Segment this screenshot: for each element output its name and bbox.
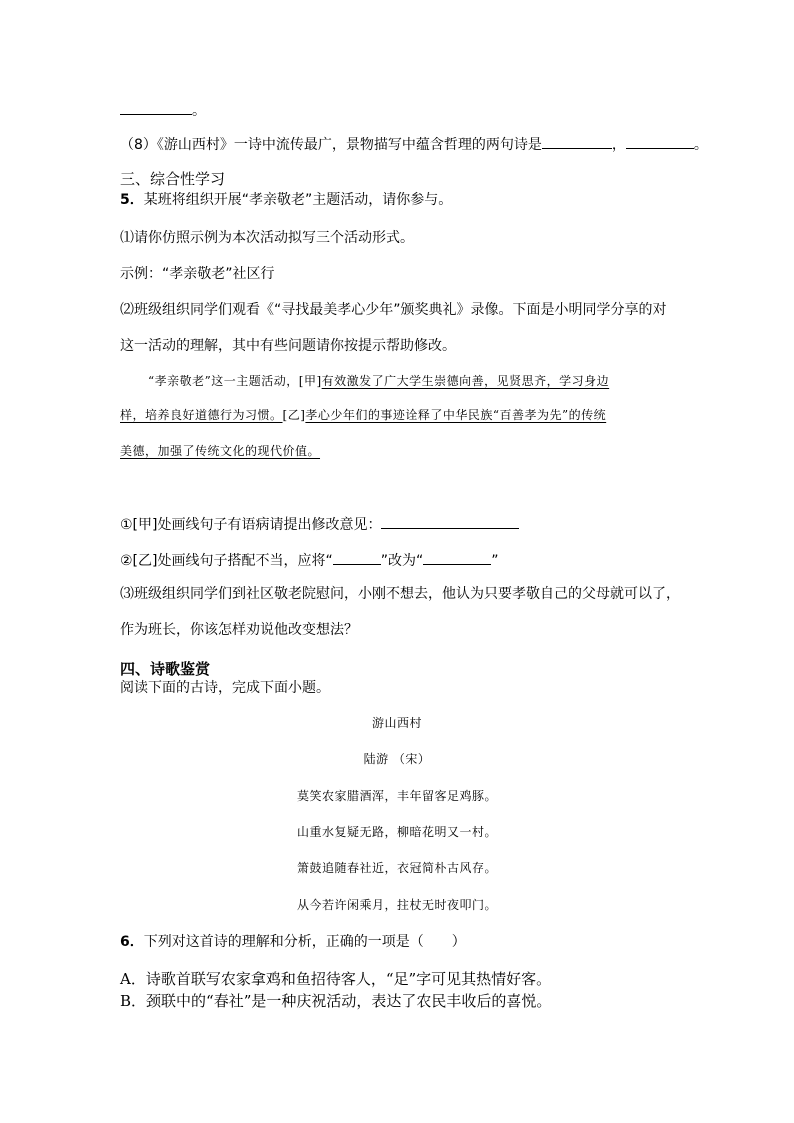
option-b[interactable]: B．颈联中的“春社”是一种庆祝活动，表达了农民丰收后的喜悦。 xyxy=(120,992,552,1010)
answer-line-prev: 。 xyxy=(120,100,206,120)
passage-line-2: 样，培养良好道德行为习惯。[乙]孝心少年们的事迹诠释了中华民族“百善孝为先”的传统 xyxy=(120,408,607,422)
sub-question-2: ②[乙]处画线句子搭配不当，应将“ ”改为“ ” xyxy=(120,550,499,570)
answer-blank-1[interactable] xyxy=(542,134,612,149)
question-5-stem: 5．某班将组织开展“孝亲敬老”主题活动，请你参与。 xyxy=(120,192,453,208)
question-5-part-2-line-1: ⑵班级组织同学们观看《“寻找最美孝心少年”颁奖典礼》录像。下面是小明同学分享的对 xyxy=(120,302,667,318)
passage-line-3: 美德，加强了传统文化的现代价值。 xyxy=(120,444,321,458)
answer-blank-yi-to[interactable] xyxy=(423,550,491,565)
poem-line: 从今若许闲乘月，拄杖无时夜叩门。 xyxy=(296,898,497,912)
question-8: （8）《游山西村》一诗中流传最广，景物描写中蕴含哲理的两句诗是 ， 。 xyxy=(120,134,708,154)
poem-title: 游山西村 xyxy=(371,716,422,730)
answer-blank-2[interactable] xyxy=(626,134,694,149)
poem-author: 陆游 （宋） xyxy=(363,752,431,766)
question-8-text: （8）《游山西村》一诗中流传最广，景物描写中蕴含哲理的两句诗是 xyxy=(120,137,542,153)
section-4-intro: 阅读下面的古诗，完成下面小题。 xyxy=(120,680,330,696)
poem-line: 莫笑农家腊酒浑，丰年留客足鸡豚。 xyxy=(296,789,497,803)
sub-question-1: ①[甲]处画线句子有语病请提出修改意见： xyxy=(120,514,519,534)
question-5-part-1: ⑴请你仿照示例为本次活动拟写三个活动形式。 xyxy=(120,230,414,246)
poem-line: 箫鼓追随春社近，衣冠简朴古风存。 xyxy=(296,861,497,875)
underlined-sentence-yi: 孝心少年们的事迹诠释了中华民族“百善孝为先”的传统 xyxy=(305,408,607,422)
underlined-sentence-jia: 有效激发了广大学生崇德向善，见贤思齐，学习身边 xyxy=(321,374,610,388)
question-5-example: 示例：“孝亲敬老”社区行 xyxy=(120,266,275,282)
option-a[interactable]: A．诗歌首联写农家拿鸡和鱼招待客人，“足”字可见其热情好客。 xyxy=(120,970,552,988)
section-3-title: 三、综合性学习 xyxy=(120,170,226,188)
question-6-stem: 6．下列对这首诗的理解和分析，正确的一项是（ ） xyxy=(120,934,466,950)
question-5-part-2-line-2: 这一活动的理解，其中有些问题请你按提示帮助修改。 xyxy=(120,338,456,354)
passage-line-1: “孝亲敬老”这一主题活动，[甲]有效激发了广大学生崇德向善，见贤思齐，学习身边 xyxy=(148,374,610,388)
answer-blank-jia[interactable] xyxy=(381,514,519,529)
poem-line: 山重水复疑无路，柳暗花明又一村。 xyxy=(296,825,497,839)
answer-blank-yi-from[interactable] xyxy=(333,550,381,565)
section-4-title: 四、诗歌鉴赏 xyxy=(120,660,211,678)
answer-blank[interactable] xyxy=(120,100,192,115)
question-5-part-3-line-2: 作为班长，你该怎样劝说他改变想法？ xyxy=(120,622,358,638)
question-5-part-3-line-1: ⑶班级组织同学们到社区敬老院慰问，小刚不想去，他认为只要孝敬自己的父母就可以了， xyxy=(120,586,680,602)
